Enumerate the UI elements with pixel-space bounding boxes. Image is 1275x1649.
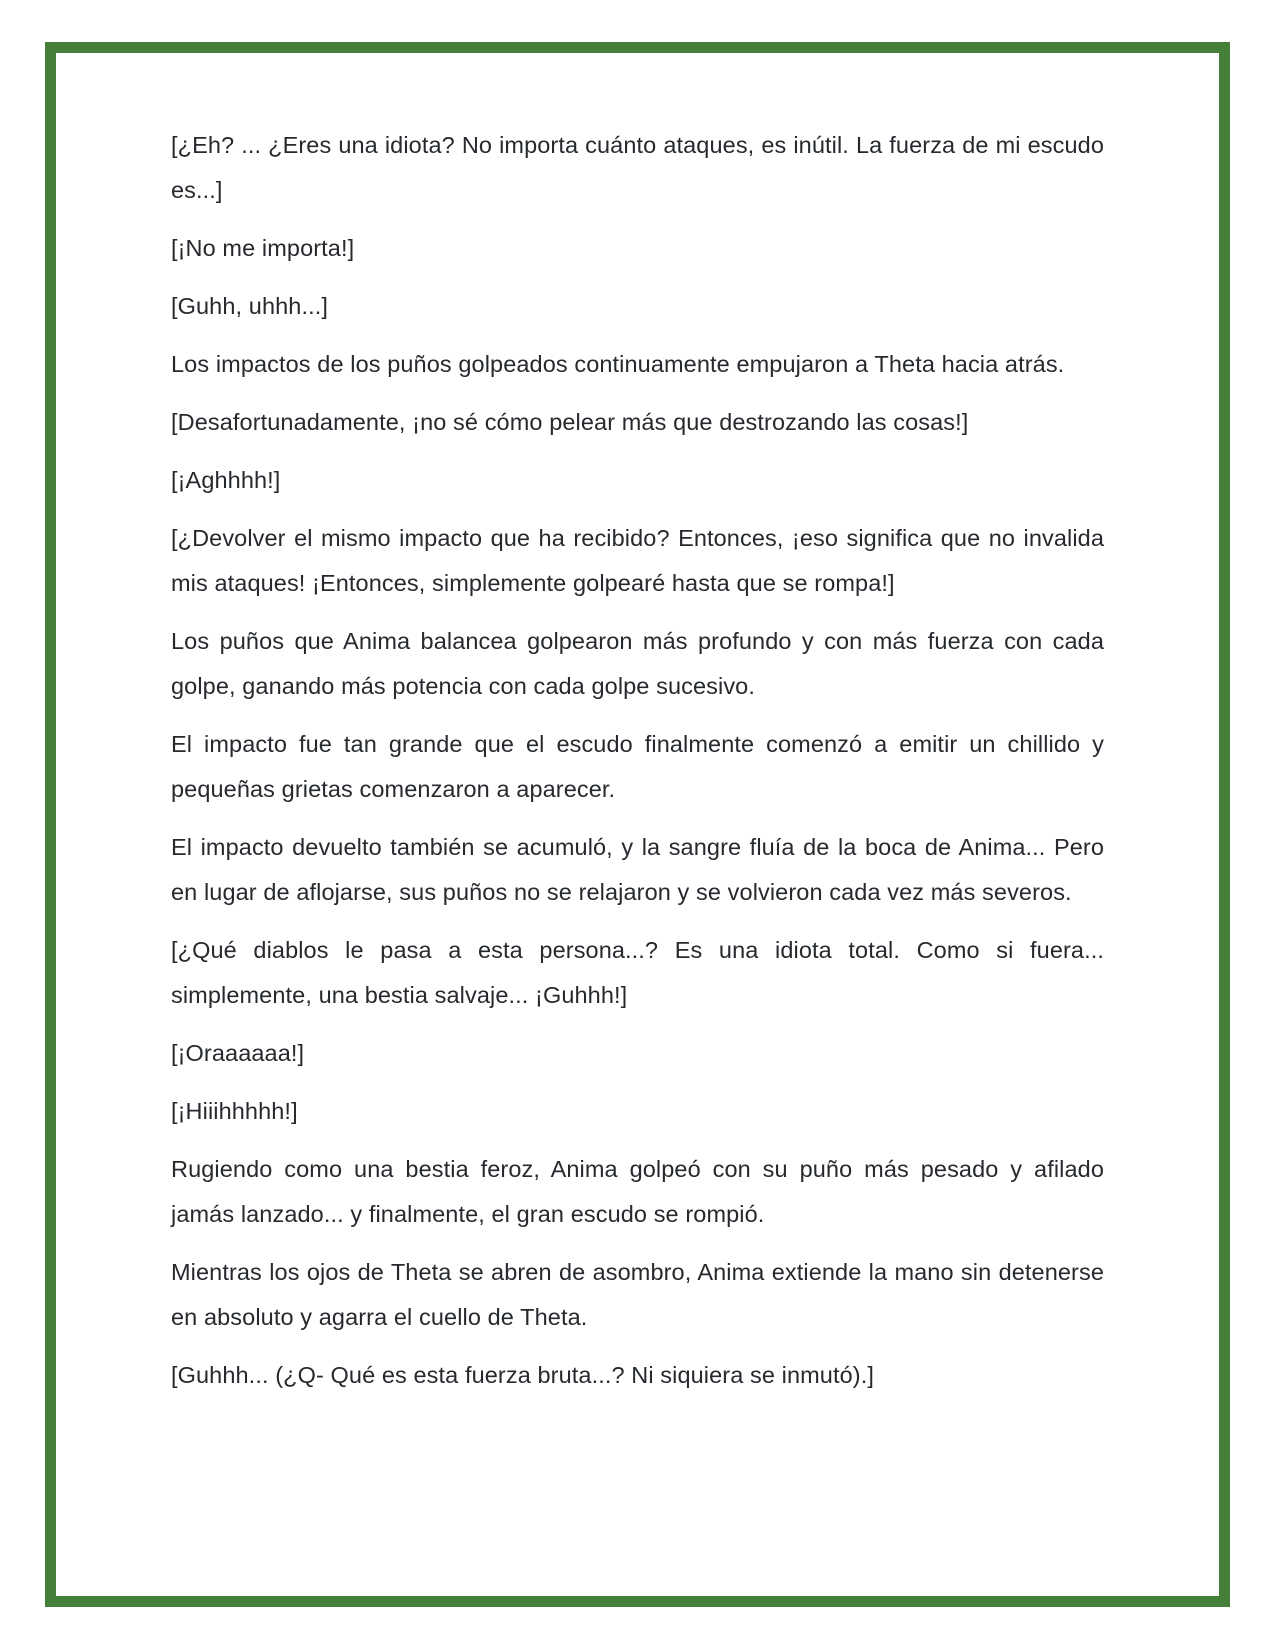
paragraph: [¿Devolver el mismo impacto que ha recibido? Entonces, ¡eso significa que no invalida mis ataques! ¡Entonces, simplemente golpearé hasta que se rompa!] [171, 525, 1104, 596]
page-border-frame [45, 42, 1230, 1607]
paragraph: [¿Qué diablos le pasa a esta persona...? Es una idiota total. Como si fuera... simplemente, una bestia salvaje... ¡Guhhh!] [171, 937, 1104, 1008]
paragraph: El impacto fue tan grande que el escudo finalmente comenzó a emitir un chillido y pequeñas grietas comenzaron a aparecer. [171, 731, 1104, 802]
paragraph-list [56, 53, 1219, 1596]
paragraph: El impacto devuelto también se acumuló, y la sangre fluía de la boca de Anima... Pero en lugar de aflojarse, sus puños no se relajaron y se volvieron cada vez más severos. [171, 834, 1104, 905]
paragraph: [¡Oraaaaaa!] [171, 1040, 305, 1066]
paragraph: [Guhhh... (¿Q- Qué es esta fuerza bruta...? Ni siquiera se inmutó).] [171, 1362, 874, 1388]
paragraph: [¡No me importa!] [171, 235, 355, 261]
paragraph: [¡Aghhhh!] [171, 467, 281, 493]
paragraph: Rugiendo como una bestia feroz, Anima golpeó con su puño más pesado y afilado jamás lanzado... y finalmente, el gran escudo se rompió. [171, 1156, 1104, 1227]
paragraph: [¡Hiiihhhhh!] [171, 1098, 298, 1124]
paragraph: Los impactos de los puños golpeados continuamente empujaron a Theta hacia atrás. [171, 351, 1065, 377]
paragraph: [Desafortunadamente, ¡no sé cómo pelear más que destrozando las cosas!] [171, 409, 969, 435]
paragraph: [¿Eh? ... ¿Eres una idiota? No importa cuánto ataques, es inútil. La fuerza de mi escudo es...] [171, 132, 1104, 203]
paragraph: Los puños que Anima balancea golpearon más profundo y con más fuerza con cada golpe, ganando más potencia con cada golpe sucesivo. [171, 628, 1104, 699]
paragraph: [Guhh, uhhh...] [171, 293, 328, 319]
paragraph: Mientras los ojos de Theta se abren de asombro, Anima extiende la mano sin detenerse en absoluto y agarra el cuello de Theta. [171, 1259, 1104, 1330]
